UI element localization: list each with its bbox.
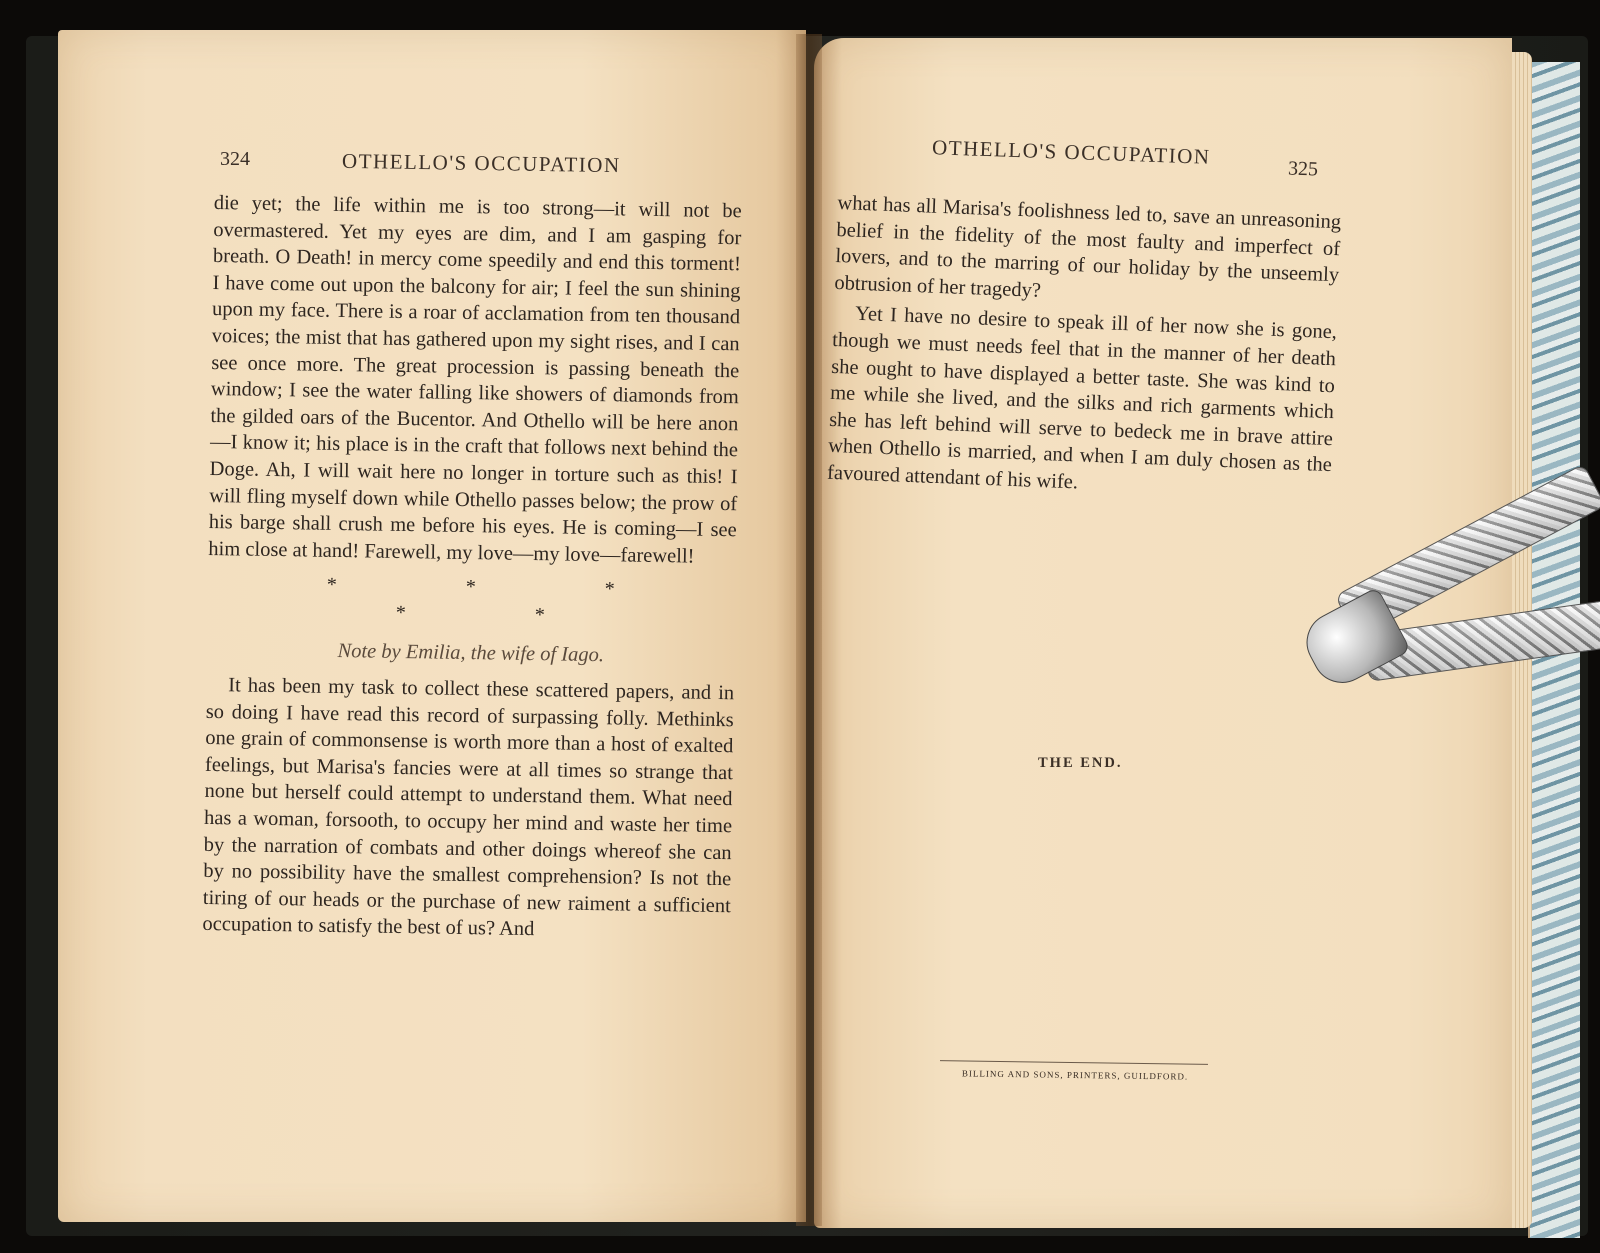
right-paragraph-1: what has all Marisa's foolishness led to, save an unreasoning belief in the fidelity of the most faulty and imperfect of lovers, and to the marring of our holiday by the unseemly obtrusion of her tragedy?	[834, 191, 1342, 302]
right-paragraph-2: Yet I have no desire to speak ill of her now she is gone, though we must needs feel that in the manner of her death she ought to have displayed a better taste. She was kind to me while she lived, and the silks and rich garments which she has left behind will serve to bedeck me in brave attire when Othello is married, and when I am duly chosen as the favoured attendant of his wife.	[826, 303, 1338, 494]
left-page-text	[202, 190, 742, 946]
right-running-head: OTHELLO'S OCCUPATION	[931, 135, 1211, 169]
note-heading: Note by Emilia, the wife of Iago.	[337, 639, 605, 666]
book-gutter	[796, 34, 822, 1226]
printer-imprint: BILLING AND SONS, PRINTERS, GUILDFORD.	[961, 1068, 1189, 1082]
the-end-label: THE END.	[1038, 755, 1123, 771]
right-page-text	[827, 190, 1342, 506]
left-paragraph-1: die yet; the life within me is too strong—it will not be overmastered. Yet my eyes are dim, and I am gasping for breath. O Death! in mercy come speedily and end this torment! I have come out upon the balcony for air; I feel the sun shining upon my face. There is a roar of acclamation from ten thousand voices; the mist that has gathered upon my sight rises, and I can see once more. The great procession is passing beneath the window; I see the water falling like showers of diamonds from the gilded oars of the Bucentor. And Othello will be here anon —I know it; his place is in the craft that follows next behind the Doge. Ah, I will wait here no longer in torture such as this! I will fling myself down while Othello passes below; the prow of his barge shall crush me before his eyes. He is coming—I see him close at hand! Farewell, my love—my love—farewell!	[208, 191, 742, 568]
section-break: * * * * *	[326, 574, 677, 628]
left-running-head: OTHELLO'S OCCUPATION	[341, 148, 621, 178]
right-page-number: 325	[1287, 157, 1319, 181]
left-paragraph-2: It has been my task to collect these scattered papers, and in so doing I have read this record of surpassing folly. Methinks one grain of commonsense is worth more than a host of exalted feelings, but Marisa's fancies were at all times so strange that none but herself could attempt to understand them. What need has a woman, forsooth, to occupy her mind and waste her time by the narration of combats and other doings whereof she can by no possibility have the smallest comprehension? Is not the tiring of our heads or the purchase of new raiment a sufficient occupation to satisfy the best of us? And	[202, 674, 735, 941]
left-page-number: 324	[220, 148, 250, 170]
